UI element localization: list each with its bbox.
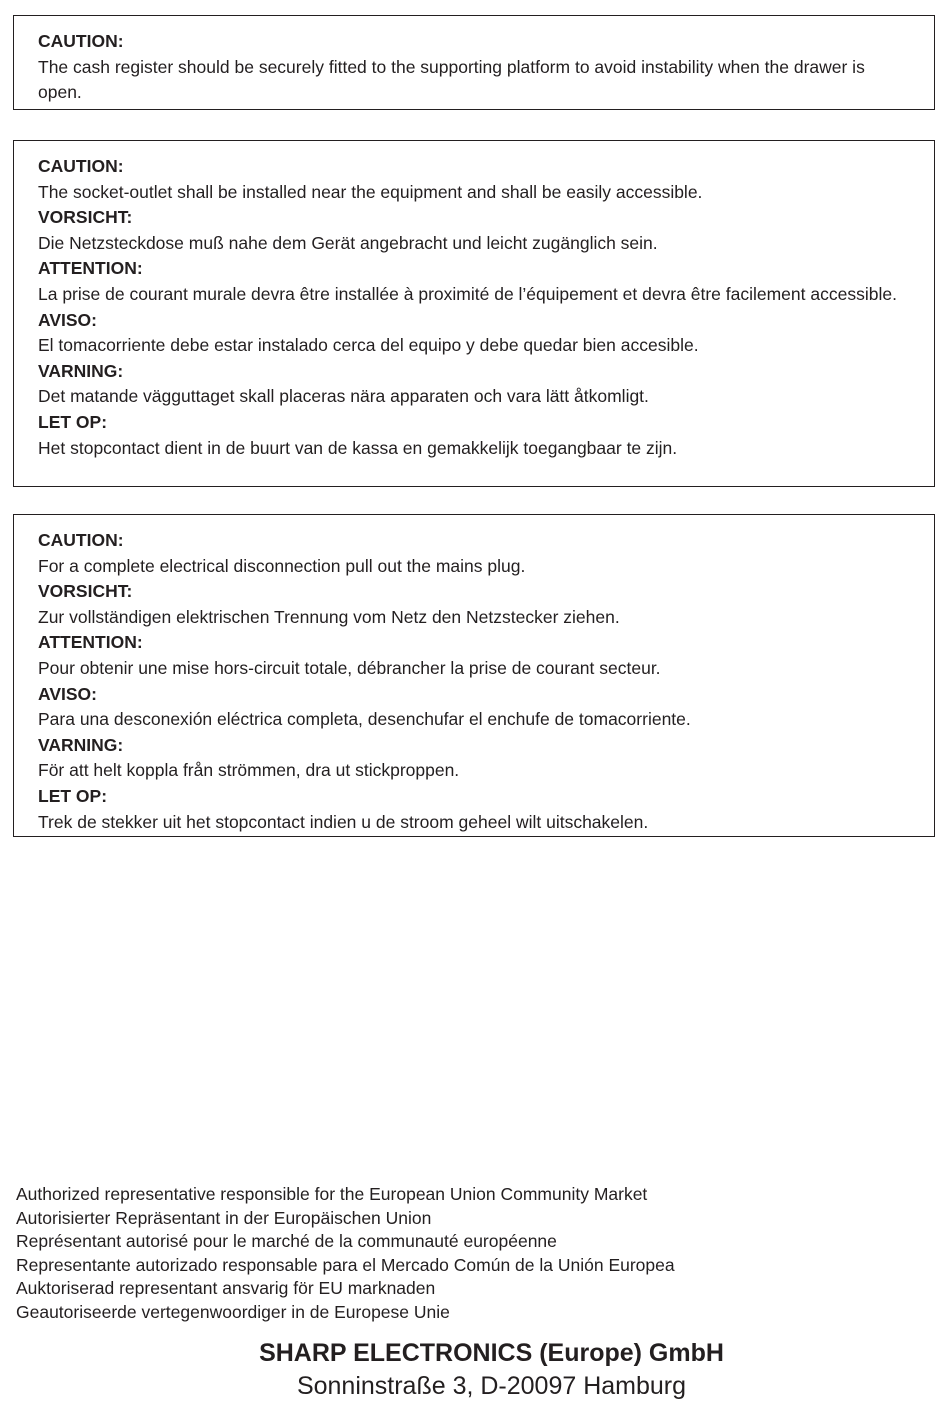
caution-text-de: Die Netzsteckdose muß nahe dem Gerät angebracht und leicht zugänglich sein. <box>38 232 658 253</box>
caution-text-sv: Det matande vägguttaget skall placeras nära apparaten och vara lätt åtkomligt. <box>38 386 649 407</box>
caution-heading-nl: LET OP: <box>38 785 108 806</box>
caution-heading-nl: LET OP: <box>38 411 108 432</box>
caution-heading-sv: VARNING: <box>38 734 124 755</box>
company-name: SHARP ELECTRONICS (Europe) GmbH <box>259 1339 724 1367</box>
caution-heading-de: VORSICHT: <box>38 207 133 228</box>
caution-text-nl: Het stopcontact dient in de buurt van de kassa en gemakkelijk toegangbaar te zijn. <box>38 437 678 458</box>
caution-heading-sv: VARNING: <box>38 360 124 381</box>
caution-text-fr: La prise de courant murale devra être installée à proximité de l’équipement et devra être facilement accessible. <box>38 283 897 304</box>
representative-line-en: Authorized representative responsible for the European Union Community Market <box>16 1184 648 1204</box>
eu-representative-block <box>16 1183 916 1325</box>
representative-line-es: Representante autorizado responsable para el Mercado Común de la Unión Europea <box>16 1254 675 1275</box>
caution-box-drawer <box>13 15 935 110</box>
caution-heading-fr: ATTENTION: <box>38 632 143 653</box>
caution-text-es: Para una desconexión eléctrica completa, desenchufar el enchufe de tomacorriente. <box>38 709 691 730</box>
caution-text-en: The socket-outlet shall be installed near the equipment and shall be easily accessible. <box>38 181 703 202</box>
caution-heading-es: AVISO: <box>38 309 97 330</box>
caution-text-en: For a complete electrical disconnection pull out the mains plug. <box>38 555 526 576</box>
caution-heading-de: VORSICHT: <box>38 581 133 602</box>
caution-text-nl: Trek de stekker uit het stopcontact indien u de stroom geheel wilt uitschakelen. <box>38 811 649 832</box>
caution-heading-es: AVISO: <box>38 683 97 704</box>
caution-text-de: Zur vollständigen elektrischen Trennung vom Netz den Netzstecker ziehen. <box>38 606 620 627</box>
representative-line-de: Autorisierter Repräsentant in der Europäischen Union <box>16 1207 432 1228</box>
caution-heading: CAUTION: <box>38 31 124 51</box>
company-address: Sonninstraße 3, D-20097 Hamburg <box>296 1372 687 1400</box>
caution-box-socket-outlet <box>13 140 935 487</box>
caution-box-disconnection <box>13 514 935 837</box>
caution-heading-en: CAUTION: <box>38 530 124 550</box>
caution-text-es: El tomacorriente debe estar instalado cerca del equipo y debe quedar bien accesible. <box>38 335 699 356</box>
representative-line-sv: Auktoriserad representant ansvarig för EU marknaden <box>16 1278 436 1299</box>
caution-text: The cash register should be securely fitted to the supporting platform to avoid instability when the drawer is open. <box>38 56 865 103</box>
representative-line-nl: Geautoriseerde vertegenwoordiger in de Europese Unie <box>16 1301 450 1322</box>
representative-line-fr: Représentant autorisé pour le marché de la communauté européenne <box>16 1231 557 1252</box>
caution-heading-en: CAUTION: <box>38 156 124 176</box>
caution-heading-fr: ATTENTION: <box>38 258 143 279</box>
caution-text-sv: För att helt koppla från strömmen, dra ut stickproppen. <box>38 760 460 781</box>
caution-text-fr: Pour obtenir une mise hors-circuit totale, débrancher la prise de courant secteur. <box>38 657 661 678</box>
